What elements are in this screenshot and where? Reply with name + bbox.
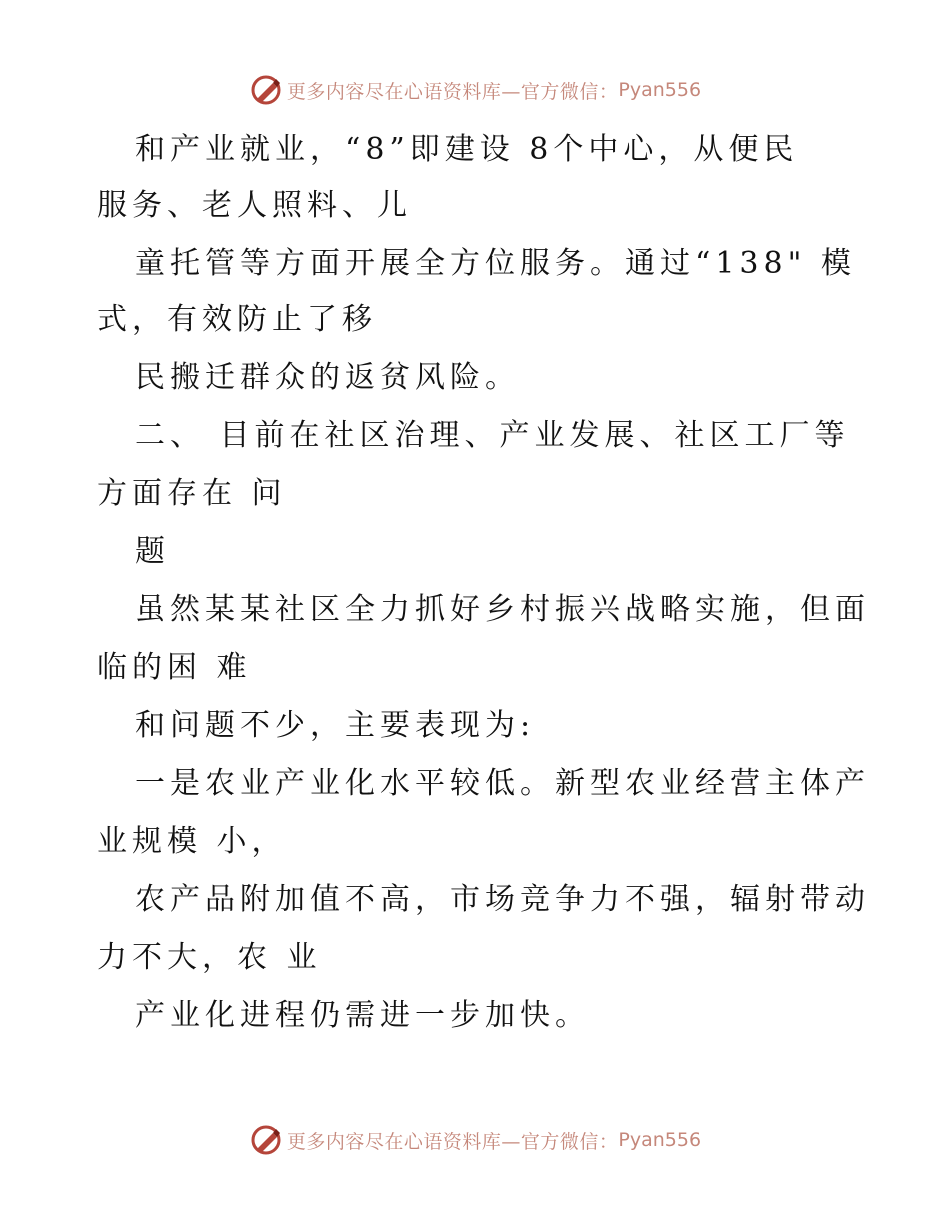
text-line: 民搬迁群众的返贫风险。 — [135, 360, 520, 395]
header-banner — [0, 72, 950, 108]
text-line: 业规模 小， — [97, 824, 287, 859]
wechat-id: Pyan556 — [618, 79, 702, 101]
text-line: 童托管等方面开展全方位服务。通过“138" 模 — [135, 246, 856, 281]
wechat-id: Pyan556 — [618, 1129, 702, 1151]
text-line: 式，有效防止了移 — [97, 302, 377, 337]
text-line: 和问题不少，主要表现为: — [135, 708, 536, 743]
text-line: 农产品附加值不高，市场竞争力不强，辐射带动 — [135, 882, 870, 917]
banner-text: 更多内容尽在心语资料库—官方微信： — [286, 80, 619, 103]
text-line: 力不大，农 业 — [97, 940, 322, 975]
text-line: 服务、老人照料、儿 — [97, 188, 412, 223]
banner-text: 更多内容尽在心语资料库—官方微信： — [286, 1130, 619, 1153]
text-line: 虽然某某社区全力抓好乡村振兴战略实施，但面 — [135, 592, 870, 627]
section-heading: 二、 目前在社区治理、产业发展、社区工厂等 — [135, 418, 850, 453]
text-line: 和产业就业，“8”即建设 8个中心，从便民 — [135, 132, 799, 167]
text-line: 临的困 难 — [97, 650, 252, 685]
text-line: 一是农业产业化水平较低。新型农业经营主体产 — [135, 766, 870, 801]
text-line: 产业化进程仍需进一步加快。 — [135, 998, 590, 1033]
footer-banner — [0, 1122, 950, 1158]
pen-logo-icon — [249, 1123, 283, 1157]
pen-logo-icon — [249, 73, 283, 107]
section-heading: 方面存在 问 — [97, 476, 287, 511]
section-heading: 题 — [135, 534, 170, 569]
